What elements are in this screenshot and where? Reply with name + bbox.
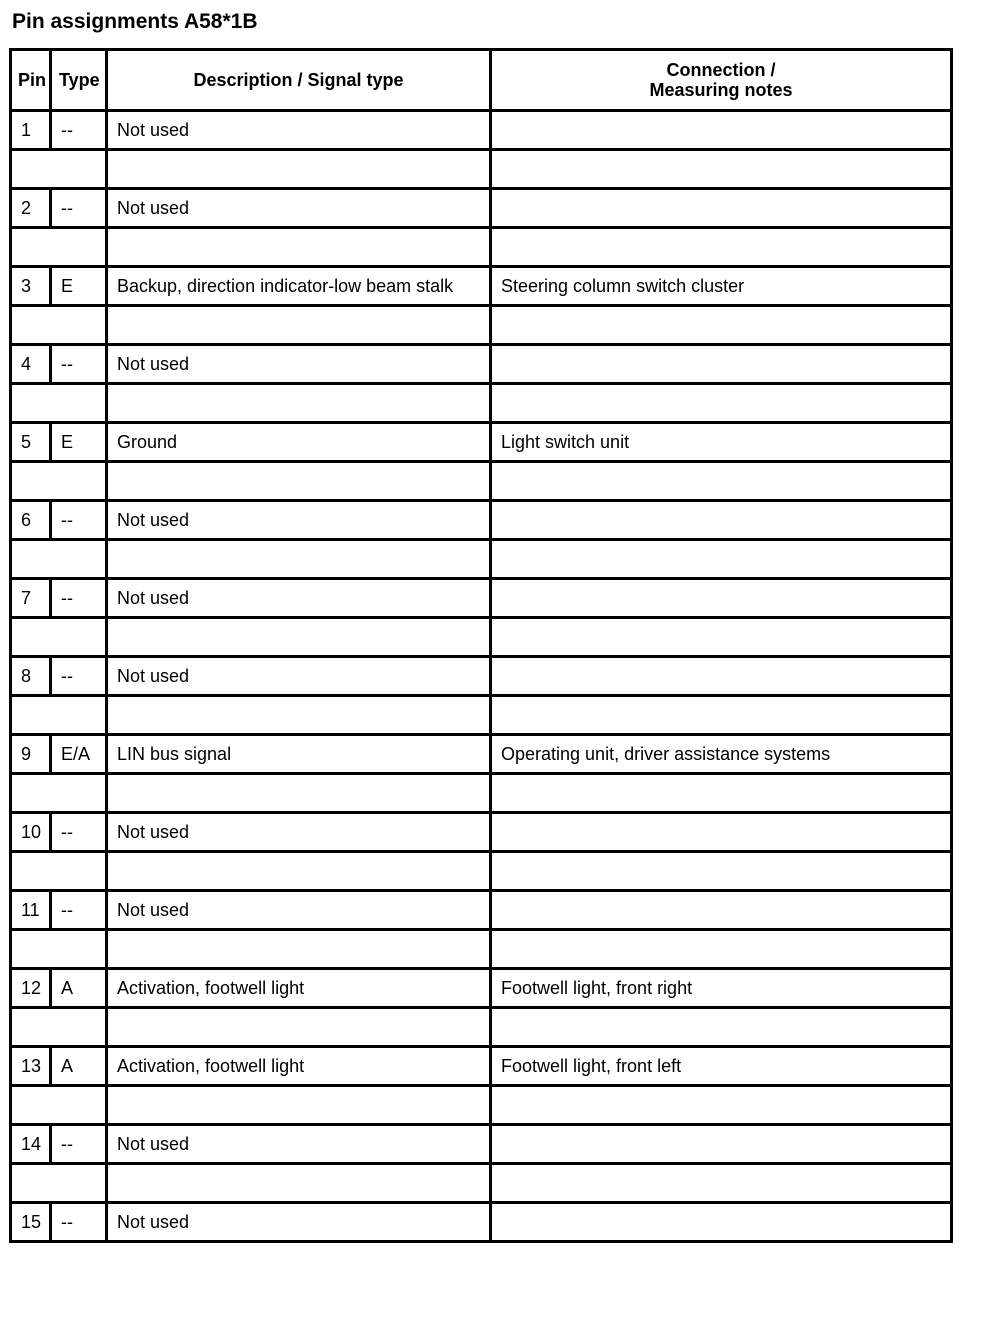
type-cell: -- [51,1125,107,1164]
spacer-row [11,852,952,891]
pin-assignment-table [9,48,953,1243]
spacer-description-cell [107,384,491,423]
description-cell: Not used [107,501,491,540]
description-cell: Not used [107,579,491,618]
type-cell: A [51,969,107,1008]
description-cell: Not used [107,891,491,930]
description-cell: Activation, footwell light [107,1047,491,1086]
table-header-row [11,50,952,111]
connection-cell [491,657,952,696]
connection-cell [491,1125,952,1164]
spacer-connection-cell [491,1086,952,1125]
table-row [11,189,952,228]
connection-cell [491,501,952,540]
description-cell: Not used [107,1125,491,1164]
description-cell: Not used [107,345,491,384]
spacer-pin-type-cell [11,228,107,267]
spacer-connection-cell [491,1164,952,1203]
spacer-pin-type-cell [11,306,107,345]
spacer-connection-cell [491,306,952,345]
spacer-pin-type-cell [11,696,107,735]
description-cell: Ground [107,423,491,462]
description-cell: Backup, direction indicator-low beam stalk [107,267,491,306]
pin-cell: 15 [11,1203,51,1242]
type-cell: E [51,423,107,462]
table-row [11,501,952,540]
spacer-row [11,228,952,267]
table-row [11,1203,952,1242]
spacer-pin-type-cell [11,462,107,501]
table-row [11,579,952,618]
spacer-connection-cell [491,150,952,189]
pin-cell: 9 [11,735,51,774]
description-cell: Not used [107,111,491,150]
spacer-description-cell [107,150,491,189]
table-row [11,1125,952,1164]
column-header-connection-line1: Connection / [666,60,776,80]
spacer-row [11,774,952,813]
connection-cell [491,1203,952,1242]
spacer-connection-cell [491,696,952,735]
connection-cell: Light switch unit [491,423,952,462]
spacer-connection-cell [491,930,952,969]
table-row [11,735,952,774]
type-cell: -- [51,501,107,540]
spacer-pin-type-cell [11,150,107,189]
spacer-pin-type-cell [11,774,107,813]
spacer-description-cell [107,228,491,267]
spacer-description-cell [107,852,491,891]
spacer-description-cell [107,1086,491,1125]
spacer-connection-cell [491,618,952,657]
table-row [11,1047,952,1086]
spacer-row [11,540,952,579]
spacer-description-cell [107,774,491,813]
spacer-pin-type-cell [11,1086,107,1125]
table-row [11,813,952,852]
table-row [11,891,952,930]
spacer-description-cell [107,540,491,579]
spacer-connection-cell [491,852,952,891]
table-row [11,111,952,150]
spacer-pin-type-cell [11,1164,107,1203]
connection-cell [491,813,952,852]
spacer-connection-cell [491,1008,952,1047]
pin-cell: 6 [11,501,51,540]
spacer-description-cell [107,462,491,501]
spacer-pin-type-cell [11,1008,107,1047]
spacer-pin-type-cell [11,930,107,969]
spacer-pin-type-cell [11,540,107,579]
spacer-row [11,1164,952,1203]
table-row [11,423,952,462]
type-cell: E [51,267,107,306]
connection-cell [491,891,952,930]
column-header-pin: Pin [11,50,51,111]
description-cell: LIN bus signal [107,735,491,774]
table-row [11,969,952,1008]
pin-cell: 11 [11,891,51,930]
page-title: Pin assignments A58*1B [12,10,258,33]
spacer-description-cell [107,930,491,969]
spacer-row [11,1008,952,1047]
column-header-description: Description / Signal type [107,50,491,111]
pin-cell: 12 [11,969,51,1008]
connection-cell [491,189,952,228]
connection-cell [491,345,952,384]
pin-cell: 5 [11,423,51,462]
description-cell: Not used [107,189,491,228]
spacer-connection-cell [491,540,952,579]
spacer-connection-cell [491,462,952,501]
type-cell: -- [51,189,107,228]
spacer-description-cell [107,1164,491,1203]
pin-cell: 2 [11,189,51,228]
column-header-connection-line2: Measuring notes [649,80,793,100]
spacer-row [11,384,952,423]
type-cell: -- [51,345,107,384]
pin-cell: 4 [11,345,51,384]
spacer-row [11,696,952,735]
type-cell: A [51,1047,107,1086]
spacer-row [11,306,952,345]
spacer-description-cell [107,1008,491,1047]
spacer-connection-cell [491,774,952,813]
type-cell: -- [51,813,107,852]
type-cell: E/A [51,735,107,774]
spacer-pin-type-cell [11,618,107,657]
connection-cell: Operating unit, driver assistance systems [491,735,952,774]
description-cell: Not used [107,657,491,696]
spacer-pin-type-cell [11,384,107,423]
spacer-connection-cell [491,228,952,267]
pin-cell: 8 [11,657,51,696]
column-header-connection [491,50,952,111]
connection-cell: Footwell light, front right [491,969,952,1008]
spacer-connection-cell [491,384,952,423]
pin-cell: 10 [11,813,51,852]
table-body [11,111,952,1242]
connection-cell: Steering column switch cluster [491,267,952,306]
spacer-row [11,462,952,501]
pin-cell: 7 [11,579,51,618]
type-cell: -- [51,111,107,150]
type-cell: -- [51,1203,107,1242]
spacer-pin-type-cell [11,852,107,891]
type-cell: -- [51,579,107,618]
connection-cell: Footwell light, front left [491,1047,952,1086]
connection-cell [491,111,952,150]
spacer-row [11,618,952,657]
description-cell: Activation, footwell light [107,969,491,1008]
table-row [11,657,952,696]
column-header-type: Type [51,50,107,111]
pin-cell: 13 [11,1047,51,1086]
description-cell: Not used [107,813,491,852]
spacer-row [11,930,952,969]
spacer-description-cell [107,618,491,657]
pin-cell: 3 [11,267,51,306]
connection-cell [491,579,952,618]
table-row [11,345,952,384]
type-cell: -- [51,891,107,930]
spacer-description-cell [107,306,491,345]
pin-cell: 1 [11,111,51,150]
description-cell: Not used [107,1203,491,1242]
table-row [11,267,952,306]
spacer-row [11,150,952,189]
pin-cell: 14 [11,1125,51,1164]
spacer-description-cell [107,696,491,735]
type-cell: -- [51,657,107,696]
spacer-row [11,1086,952,1125]
